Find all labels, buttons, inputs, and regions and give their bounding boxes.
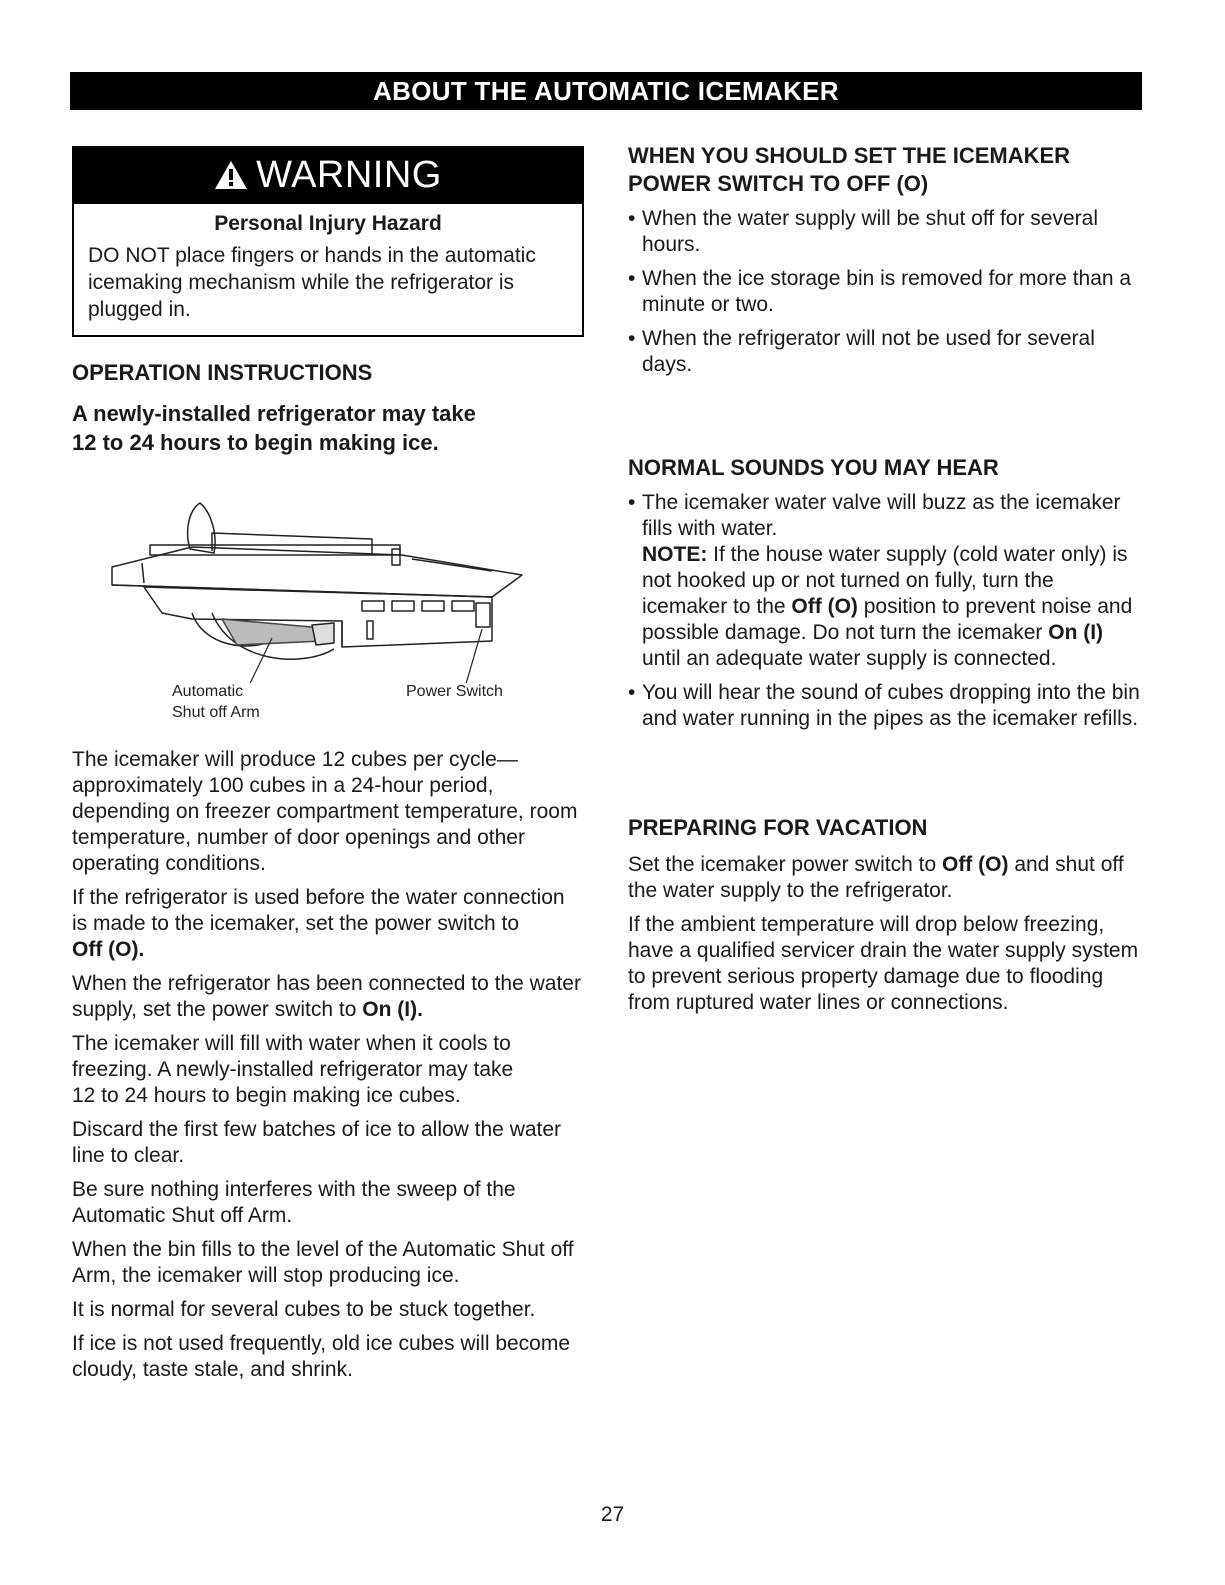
operation-paragraph-3 — [72, 971, 584, 1023]
warning-triangle-icon — [214, 160, 248, 190]
bullet-icon: • — [628, 681, 636, 704]
left-column — [72, 146, 584, 1391]
operation-paragraph-3-text: When the refrigerator has been connected to the water supply, set the power switch to — [72, 972, 581, 1021]
warning-header — [74, 146, 582, 204]
operation-paragraph-4-line2: 12 to 24 hours to begin making ice cubes. — [72, 1084, 461, 1107]
sounds-list — [628, 490, 1143, 732]
vacation-p1-text-1: Set the icemaker power switch to — [628, 853, 937, 876]
bullet-icon: • — [628, 327, 636, 350]
warning-body: DO NOT place fingers or hands in the automatic icemaking mechanism while the refrigerator is plugged in. — [88, 244, 536, 321]
right-column — [628, 142, 1143, 1024]
operation-paragraph-2-text: If the refrigerator is used before the water connection is made to the icemaker, set the power switch to — [72, 886, 565, 935]
list-item — [628, 680, 1143, 732]
when-off-list — [628, 206, 1143, 378]
operation-paragraph-3-bold: On (I). — [362, 998, 423, 1021]
list-item — [628, 326, 1143, 378]
page-title: ABOUT THE AUTOMATIC ICEMAKER — [70, 72, 1142, 110]
operation-paragraph-2 — [72, 885, 584, 963]
when-off-heading-line2: POWER SWITCH TO OFF (O) — [628, 171, 929, 196]
operation-paragraph-9: If ice is not used frequently, old ice cubes will become cloudy, taste stale, and shrink. — [72, 1332, 571, 1381]
label-shutoff-arm — [172, 681, 260, 723]
list-item — [628, 490, 1143, 672]
icemaker-drawing — [72, 463, 584, 683]
operation-paragraph-1: The icemaker will produce 12 cubes per cycle—approximately 100 cubes in a 24-hour period, depending on freezer compartment temperature, room temperature, number of door openings and other operating conditions. — [72, 748, 578, 875]
vacation-p1-text-2: and shut off the water supply to the refrigerator. — [628, 853, 1124, 902]
vacation-paragraph-2: If the ambient temperature will drop below freezing, have a qualified servicer drain the water supply system to prevent serious property damage due to flooding from ruptured water lines or connections. — [628, 913, 1139, 1014]
bullet-icon: • — [628, 491, 636, 514]
note-bold-1: Off (O) — [791, 595, 858, 618]
page-number: 27 — [600, 1503, 625, 1526]
operation-paragraph-2-bold: Off (O). — [72, 938, 145, 961]
sounds-item-2: You will hear the sound of cubes dropping into the bin and water running in the pipes as the icemaker refills. — [642, 681, 1140, 730]
when-off-item-2: When the ice storage bin is removed for more than a minute or two. — [642, 267, 1132, 316]
bullet-icon: • — [628, 207, 636, 230]
note-bold-2: On (I) — [1048, 621, 1104, 644]
label-shutoff-arm-line2: Shut off Arm — [172, 704, 260, 721]
operation-subheading-line1: A newly-installed refrigerator may take — [72, 401, 476, 426]
note-text-1: If the house water supply (cold water only) is not hooked up or not turned on fully, turn the icemaker to the — [642, 543, 1128, 618]
icemaker-illustration — [72, 463, 584, 733]
operation-paragraph-8: It is normal for several cubes to be stuck together. — [72, 1298, 536, 1321]
note-text-3: until an adequate water supply is connected. — [642, 647, 1057, 670]
list-item — [628, 266, 1143, 318]
warning-subtitle: Personal Injury Hazard — [214, 212, 442, 235]
operation-paragraph-4 — [72, 1031, 584, 1109]
warning-box — [72, 146, 584, 337]
bullet-icon: • — [628, 267, 636, 290]
vacation-heading: PREPARING FOR VACATION — [628, 815, 928, 840]
operation-paragraph-7: When the bin fills to the level of the Automatic Shut off Arm, the icemaker will stop producing ice. — [72, 1238, 574, 1287]
label-shutoff-arm-line1: Automatic — [172, 683, 244, 700]
operation-heading: OPERATION INSTRUCTIONS — [72, 360, 373, 385]
operation-subheading-line2: 12 to 24 hours to begin making ice. — [72, 430, 439, 455]
list-item — [628, 206, 1143, 258]
sounds-note — [642, 542, 1143, 672]
when-off-item-1: When the water supply will be shut off for several hours. — [642, 207, 1099, 256]
vacation-p1-bold: Off (O) — [941, 853, 1009, 876]
when-off-heading — [628, 142, 1143, 198]
operation-paragraph-4-line1: The icemaker will fill with water when it cools to freezing. A newly-installed refrigerator may take — [72, 1032, 514, 1081]
vacation-paragraph-1 — [628, 852, 1143, 904]
when-off-item-3: When the refrigerator will not be used for several days. — [642, 327, 1095, 376]
operation-paragraph-5: Discard the first few batches of ice to allow the water line to clear. — [72, 1118, 562, 1167]
label-power-switch: Power Switch — [406, 683, 503, 700]
sounds-heading: NORMAL SOUNDS YOU MAY HEAR — [628, 455, 999, 480]
operation-subheading — [72, 399, 584, 457]
note-text-2: position to prevent noise and possible damage. Do not turn the icemaker — [642, 595, 1133, 644]
operation-paragraph-6: Be sure nothing interferes with the sweep of the Automatic Shut off Arm. — [72, 1178, 516, 1227]
note-label: NOTE: — [642, 543, 708, 566]
sounds-item-1: The icemaker water valve will buzz as the icemaker fills with water. — [642, 491, 1121, 540]
when-off-heading-line1: WHEN YOU SHOULD SET THE ICEMAKER — [628, 143, 1071, 168]
warning-label: WARNING — [256, 153, 442, 196]
